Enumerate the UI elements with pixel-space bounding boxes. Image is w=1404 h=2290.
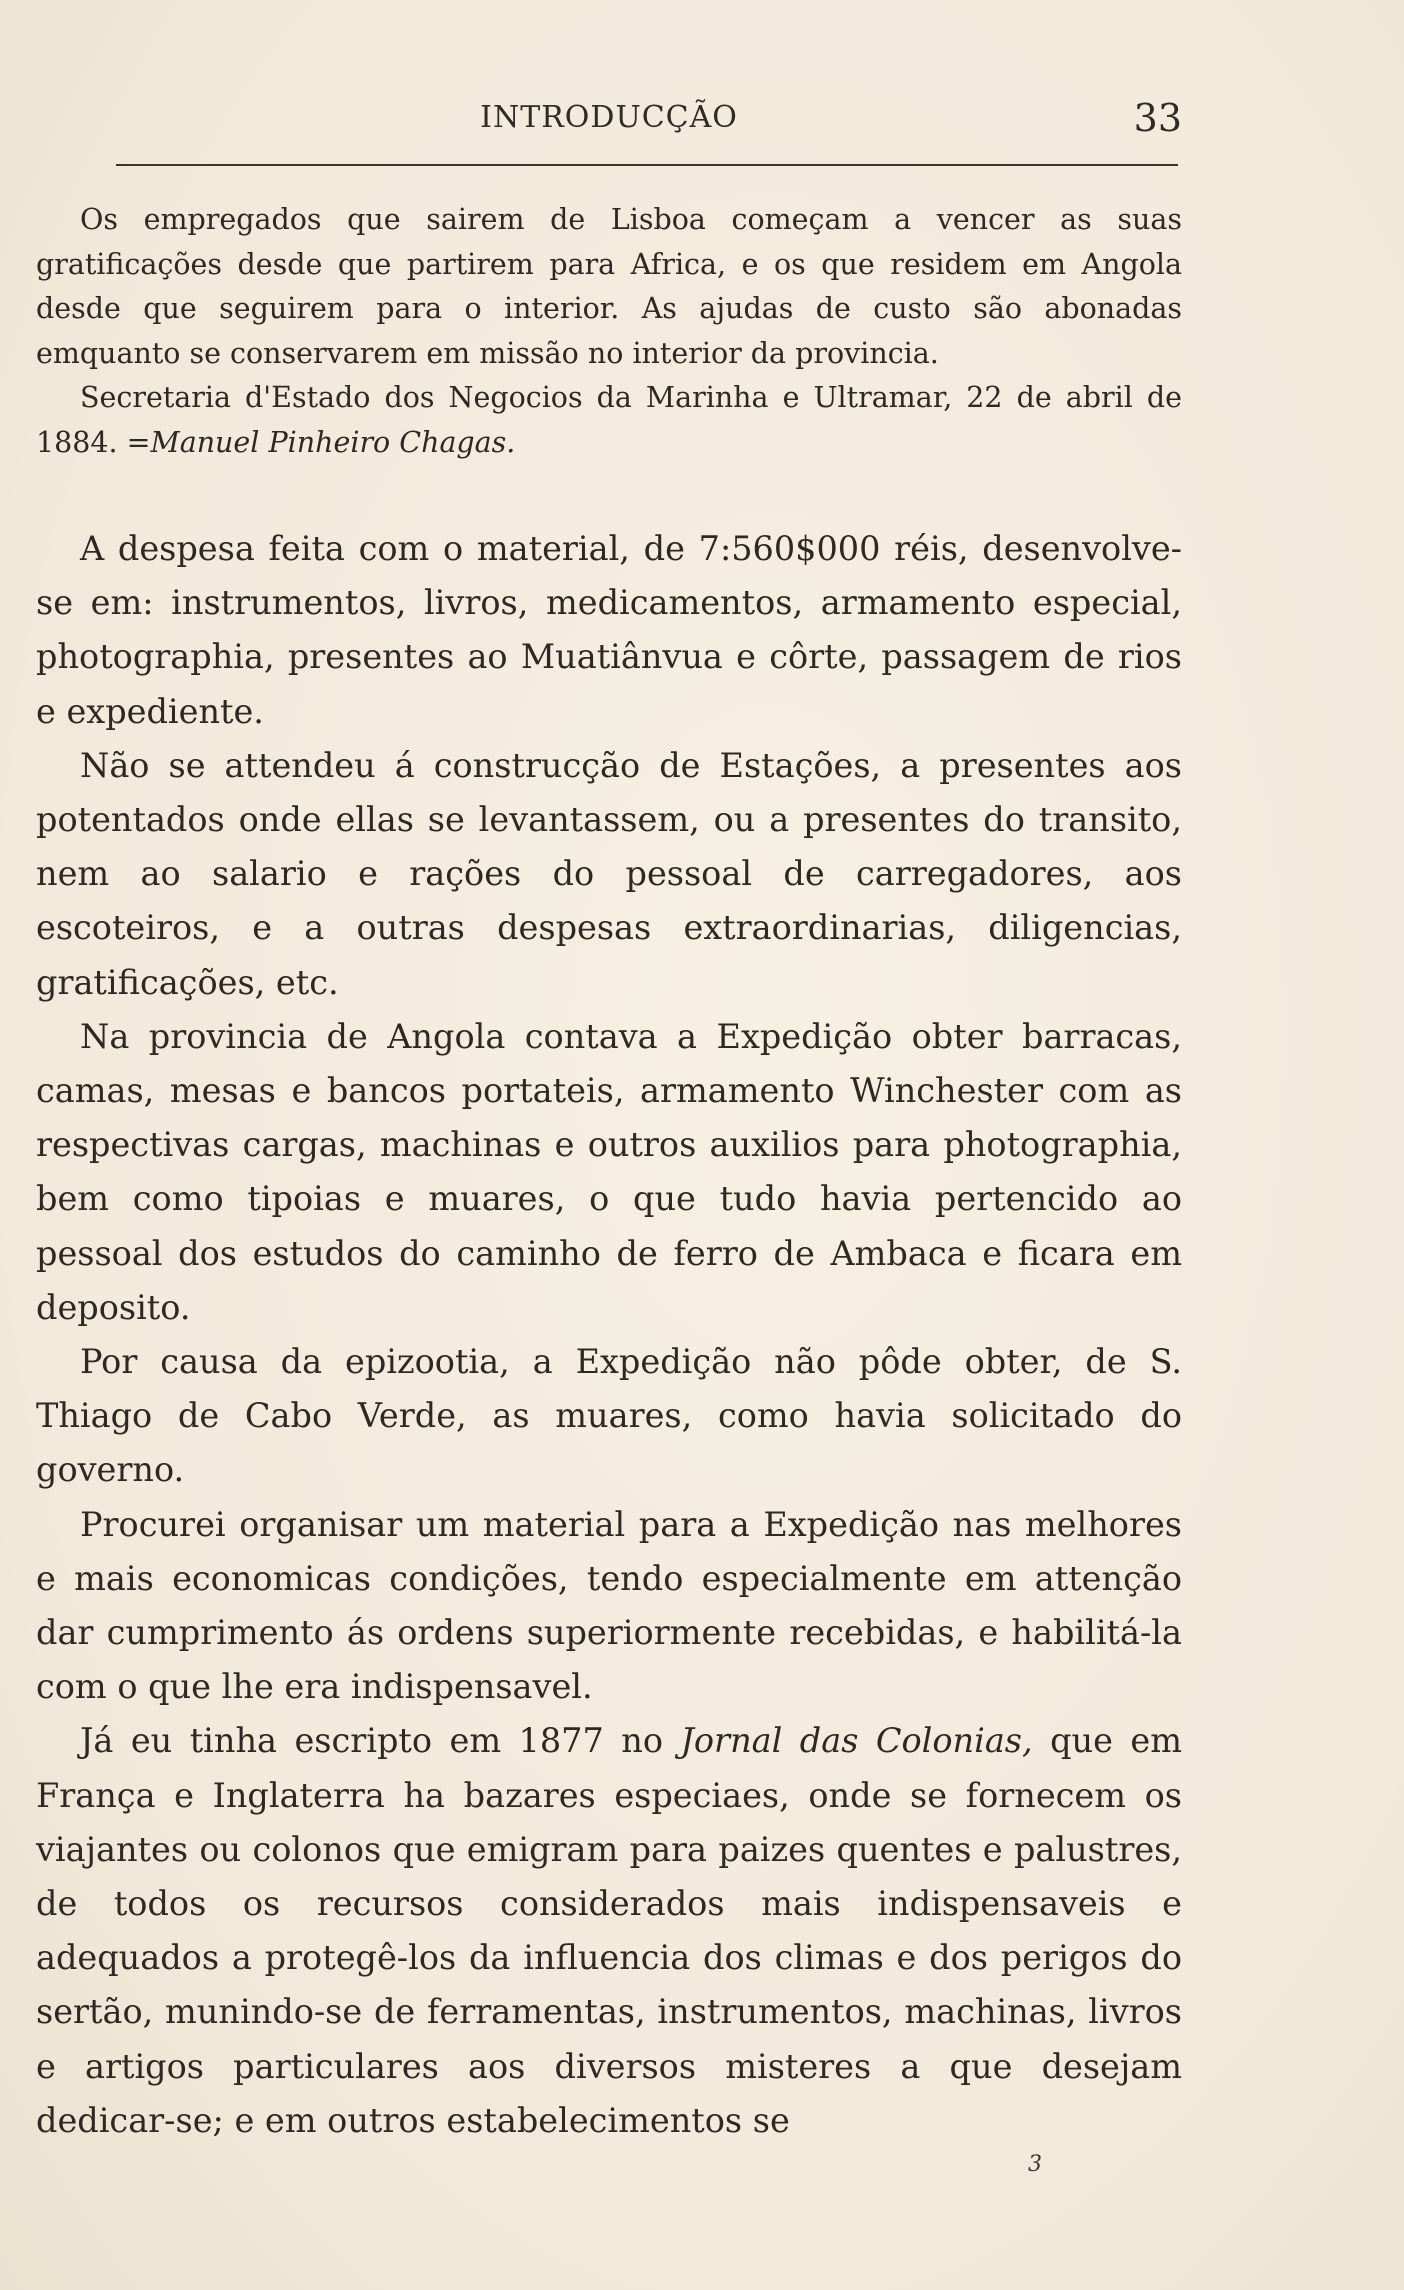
body-paragraph: A despesa feita com o material, de 7:560$000 réis, desenvolve-se em: instrumentos, livros, medicamentos, armamento especial, photographia, presentes ao Muatiânvua e côrte, passagem de rios e expediente.: [36, 529, 1182, 731]
dateline-text: Secretaria d'Estado dos Negocios da Marinha e Ultramar, 22 de abril de 1884. =: [36, 381, 1182, 459]
page-header: [36, 96, 1182, 140]
quote-paragraph: Os empregados que sairem de Lisboa começam a vencer as suas gratificações desde que partirem para Africa, e os que residem em Angola desde que seguirem para o interior. As ajudas de custo são abonadas emquanto se conservarem em missão no interior da provincia.: [36, 203, 1182, 370]
page-number: 33: [1133, 96, 1182, 140]
body-paragraph: Por causa da epizootia, a Expedição não pôde obter, de S. Thiago de Cabo Verde, as muares, como havia solicitado do governo.: [36, 1342, 1182, 1490]
quote-paragraph-dateline: [36, 376, 1182, 465]
body-text: [36, 522, 1182, 2148]
body-paragraph: Na provincia de Angola contava a Expedição obter barracas, camas, mesas e bancos portateis, armamento Winchester com as respectivas cargas, machinas e outros auxilios para photographia, bem como tipoias e muares, o que tudo havia pertencido ao pessoal dos estudos do caminho de ferro de Ambaca e ficara em deposito.: [36, 1016, 1182, 1327]
signature-mark: 3: [1028, 2152, 1042, 2177]
running-title: INTRODUCÇÃO: [480, 100, 738, 135]
body-paragraph: Não se attendeu á construcção de Estações, a presentes aos potentados onde ellas se levantassem, ou a presentes do transito, nem ao salario e rações do pessoal de carregadores, aos escoteiros, e a outras despesas extraordinarias, diligencias, gratificações, etc.: [36, 745, 1182, 1002]
header-rule: [116, 164, 1178, 166]
quoted-decree: [36, 198, 1182, 465]
paragraph-text-end: que em França e Inglaterra ha bazares especiaes, onde se fornecem os viajantes ou colonos que emigram para paizes quentes e palustres, de todos os recursos considerados mais indispensaveis e adequados a protegê-los da influencia dos climas e dos perigos do sertão, munindo-se de ferramentas, instrumentos, machinas, livros e artigos particulares aos diversos misteres a que desejam dedicar-se; e em outros estabelecimentos se: [36, 1721, 1182, 2140]
journal-title: Jornal das Colonias,: [680, 1721, 1033, 1761]
body-paragraph: Procurei organisar um material para a Expedição nas melhores e mais economicas condições, tendo especialmente em attenção dar cumprimento ás ordens superiormente recebidas, e habilitá-la com o que lhe era indispensavel.: [36, 1504, 1182, 1707]
paragraph-text-start: Já eu tinha escripto em 1877 no: [80, 1721, 681, 1761]
signature: Manuel Pinheiro Chagas.: [150, 425, 516, 459]
body-paragraph: [36, 1714, 1182, 2148]
